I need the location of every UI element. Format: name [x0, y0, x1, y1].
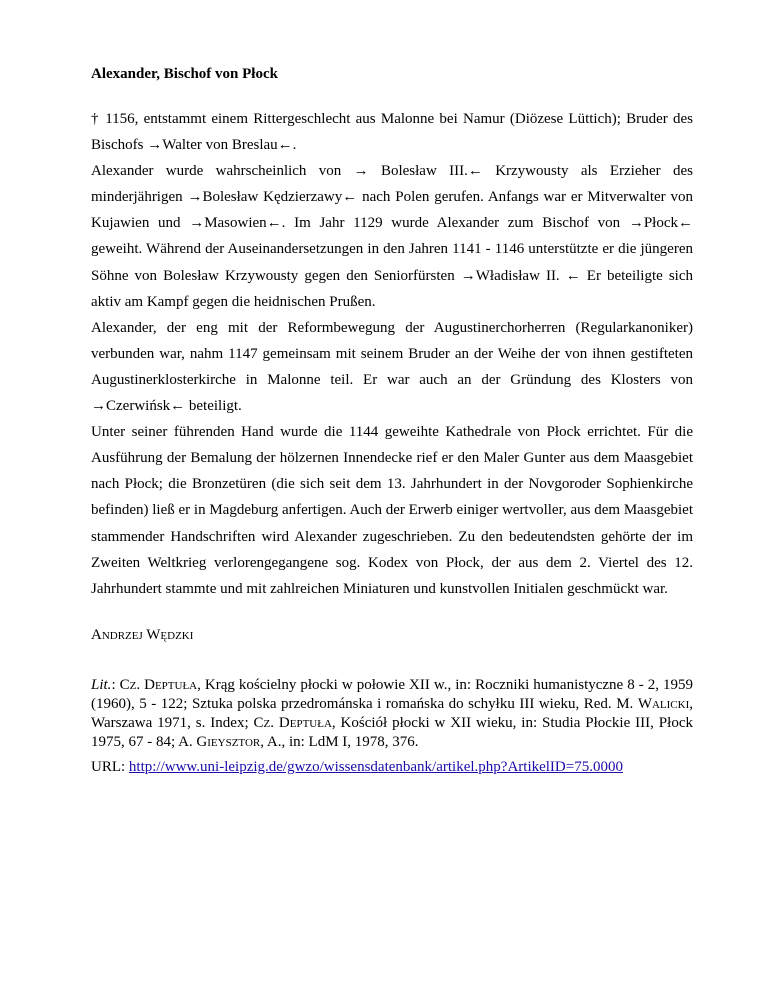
reference-author: Gieysztor [196, 734, 261, 750]
literature-references: Lit.: Cz. Deptuła, Krąg kościelny płocki w połowie XII w., in: Roczniki humanistyczne 8 - 2, 1959 (1960), 5 - 122; Sztuka polska przedrománska i romańska do schyłku III wieku, Red. M. Walicki, Warszawa 1971, s. Index; Cz. Deptuła, Kościół płocki w XII wieku, in: Studia Płockie III, Płock 1975, 67 - 84; A. Gieysztor, A., in: LdM I, 1978, 376. [91, 677, 693, 750]
url-label: URL: [91, 759, 129, 775]
literature-label: Lit. [91, 677, 112, 693]
source-url [91, 759, 623, 776]
paragraph: Alexander, der eng mit der Reformbewegung der Augustinerchorherren (Regularkanoniker) verbunden war, nahm 1147 gemeinsam mit seinem Bruder an der Weihe der von ihnen gestifteten Augustinerklosterkirche in Malonne teil. Er war auch an der Gründung des Klosters von →Czerwińsk← beteiligt. [91, 319, 693, 415]
reference-author: Cz. Deptuła [119, 677, 198, 693]
paragraph: † 1156, entstammt einem Rittergeschlecht aus Malonne bei Namur (Diözese Lüttich); Bruder des Bischofs →Walter von Breslau←. [91, 111, 693, 154]
paragraph: Alexander wurde wahrscheinlich von → Bolesław III.← Krzywousty als Erzieher des minderjährigen →Bolesław Kędzierzawy← nach Polen gerufen. Anfangs war er Mitverwalter von Kujawien und →Masowien←. Im Jahr 1129 wurde Alexander zum Bischof von →Płock← geweiht. Während der Auseinandersetzungen in den Jahren 1141 - 1146 unterstützte er die jüngeren Söhne von Bolesław Krzywousty gegen den Seniorfürsten →Władisław II. ← Er beteiligte sich aktiv am Kampf gegen die heidnischen Prußen. [91, 163, 693, 310]
reference-author: Walicki [637, 696, 690, 712]
article-body [91, 106, 693, 602]
source-url-link[interactable]: http://www.uni-leipzig.de/gwzo/wissensdatenbank/artikel.php?ArtikelID=75.0000 [128, 759, 623, 775]
paragraph: Unter seiner führenden Hand wurde die 1144 geweihte Kathedrale von Płock errichtet. Für die Ausführung der Bemalung der hölzernen Innendecke rief er den Maler Gunter aus dem Maasgebiet nach Płock; die Bronzetüren (die sich seit dem 13. Jahrhundert in der Novgoroder Sophienkirche befinden) ließ er in Magdeburg anfertigen. Auch der Erwerb einiger wertvoller, aus dem Maasgebiet stammender Handschriften wird Alexander zugeschrieben. Zu den bedeutendsten gehörte der im Zweiten Weltkrieg verlorengegangene sog. Kodex von Płock, der aus dem 2. Viertel des 12. Jahrhundert stammte und mit zahlreichen Miniaturen und kunstvollen Initialen geschmückt war. [91, 424, 693, 597]
reference-author: Cz. Deptuła [253, 715, 332, 731]
author-name: Andrzej Wędzki [91, 627, 194, 643]
article-title: Alexander, Bischof von Płock [91, 66, 278, 82]
